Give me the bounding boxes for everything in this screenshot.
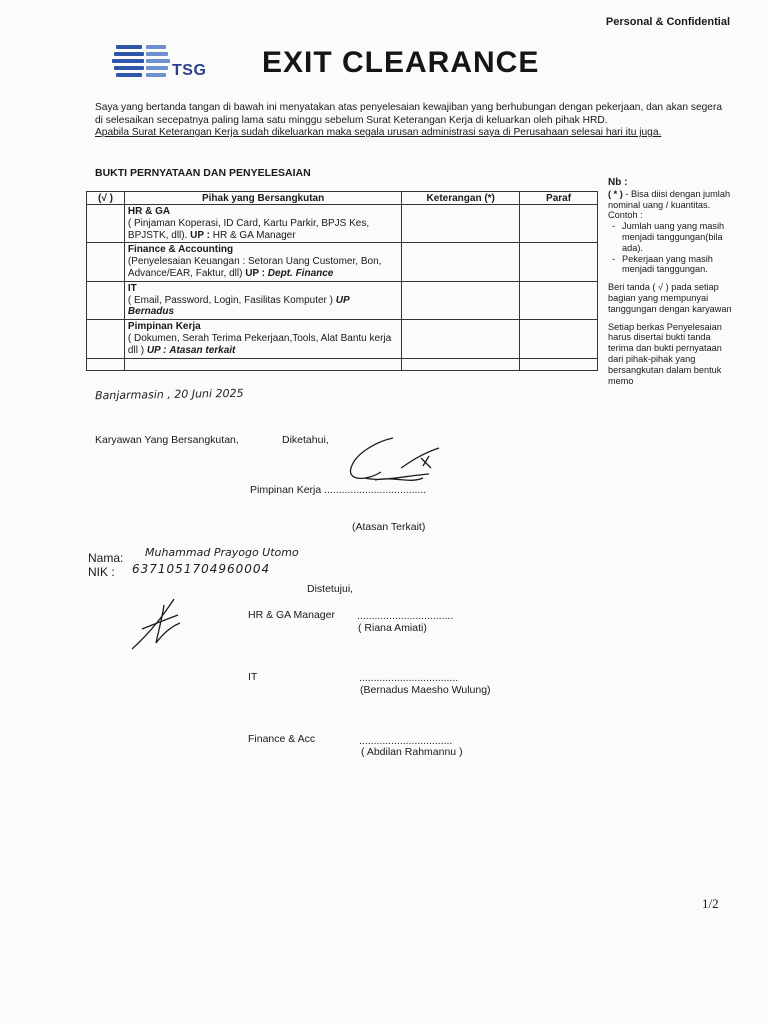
paraf-cell[interactable] [520,205,598,243]
it-label: IT [248,671,258,683]
header-keterangan: Keterangan (*) [402,192,520,205]
nik-value: 6371051704960004 [132,562,271,576]
party-cell [124,281,401,319]
up-value: Bernadus [127,306,175,318]
table-row-empty [87,358,598,370]
section-title: BUKTI PERNYATAAN DAN PENYELESAIAN [95,167,311,179]
up-value: HR & GA Manager [212,229,296,241]
intro-line-1: Saya yang bertanda tangan di bawah ini menyatakan atas penyelesaian kewajiban yang berhubungan dengan pekerjaan, dan akan segera di selesaikan secepatnya paling lama satu minggu sebelum Surat Keterangan Kerja di keluarkan oleh pihak HRD. [95,102,722,126]
table-row [87,281,598,319]
notes-title: Nb : [608,177,628,188]
party-title: Finance & Accounting [127,244,234,256]
up-label: UP : [190,229,210,241]
it-signature-line: .................................. [359,672,459,684]
note-1-text: - Bisa diisi dengan jumlah nominal uang / kuantitas. [608,188,731,210]
signature-icon [128,595,188,655]
party-title: IT [127,282,137,294]
it-name: (Bernadus Maesho Wulung) [360,684,491,696]
note-1-mark: ( * ) [608,188,623,199]
confidential-label: Personal & Confidential [605,16,730,28]
party-cell [124,243,401,281]
keterangan-cell[interactable] [402,205,520,243]
party-desc: ( Pinjaman Koperasi, ID Card, Kartu Parkir, BPJS Kes, BPJSTK, dll). [127,217,370,241]
check-cell[interactable] [87,281,125,319]
keterangan-cell[interactable] [402,358,520,370]
check-cell[interactable] [87,205,125,243]
party-cell [124,205,401,243]
clearance-table [86,191,598,371]
header-check: (√ ) [87,192,125,205]
note-2: Beri tanda ( √ ) pada setiap bagian yang mempunyai tanggungan dengan karyawan [608,282,732,314]
check-cell[interactable] [87,320,125,358]
employee-label: Karyawan Yang Bersangkutan, [95,434,239,446]
header-paraf: Paraf [520,192,598,205]
party-desc: ( Email, Password, Login, Fasilitas Komputer ) [127,294,333,306]
party-cell [124,358,401,370]
up-value: Dept. Finance [267,267,334,279]
nik-label: NIK : [88,565,115,579]
note-3: Setiap berkas Penyelesaian harus disertai bukti tanda terima dan bukti pernyataan dari pihak-pihak yang bersangkutan dalam bentuk memo [608,321,722,386]
name-label: Nama: [88,551,124,565]
hr-signature-line: ................................. [357,610,454,622]
finance-signature-line: ................................ [359,735,453,747]
keterangan-cell[interactable] [402,243,520,281]
paraf-cell[interactable] [520,358,598,370]
intro-paragraph [95,102,725,140]
note-example-2: - Pekerjaan yang masih menjadi tanggungan. [612,253,713,275]
table-row [87,320,598,358]
document-title: EXIT CLEARANCE [262,46,540,79]
leader-role: (Atasan Terkait) [352,521,426,533]
party-cell [124,320,401,358]
hr-manager-name: ( Riana Amiati) [358,622,427,634]
finance-name: ( Abdilan Rahmannu ) [361,746,463,758]
hr-manager-label: HR & GA Manager [248,609,335,621]
paraf-cell[interactable] [520,281,598,319]
known-label: Diketahui, [282,434,329,446]
logo-text: TSG [172,62,207,79]
note-example-1: - Jumlah uang yang masih menjadi tanggungan(bila ada). [612,221,725,253]
place-date: Banjarmasin , 20 Juni 2025 [94,386,244,403]
notes-panel [608,178,736,393]
approved-label: Distetujui, [307,583,354,595]
table-row [87,243,598,281]
note-example-2-text: Pekerjaan yang masih menjadi tanggungan. [622,253,713,275]
party-title: Pimpinan Kerja [127,321,201,333]
party-desc: ( Dokumen, Serah Terima Pekerjaan,Tools, Alat Bantu kerja dll ) [127,332,392,356]
leader-label: Pimpinan Kerja ................................... [250,484,427,496]
note-example-1-text: Jumlah uang yang masih menjadi tanggungan(bila ada). [622,221,725,253]
up-label: UP : [245,267,266,279]
check-cell[interactable] [87,243,125,281]
up-value: Atasan terkait [169,344,236,356]
keterangan-cell[interactable] [402,320,520,358]
keterangan-cell[interactable] [402,281,520,319]
paraf-cell[interactable] [520,243,598,281]
up-label: UP [335,294,350,306]
party-desc: (Penyelesaian Keuangan : Setoran Uang Customer, Bon, Advance/EAR, Faktur, dll) [127,256,382,279]
note-1 [608,189,736,275]
finance-label: Finance & Acc [248,733,316,745]
note-contoh: Contoh : [608,210,643,221]
check-cell[interactable] [87,358,125,370]
party-title: HR & GA [127,206,171,217]
intro-line-2: Apabila Surat Keterangan Kerja sudah dikeluarkan maka segala urusan administrasi saya di Perusahaan selesai hari itu juga. [95,127,662,138]
page-number: 1/2 [702,896,719,911]
header-party: Pihak yang Bersangkutan [124,192,401,205]
up-label: UP : [146,344,167,356]
table-header-row [87,192,598,205]
paraf-cell[interactable] [520,320,598,358]
name-value: Muhammad Prayogo Utomo [145,546,299,559]
table-row [87,205,598,243]
